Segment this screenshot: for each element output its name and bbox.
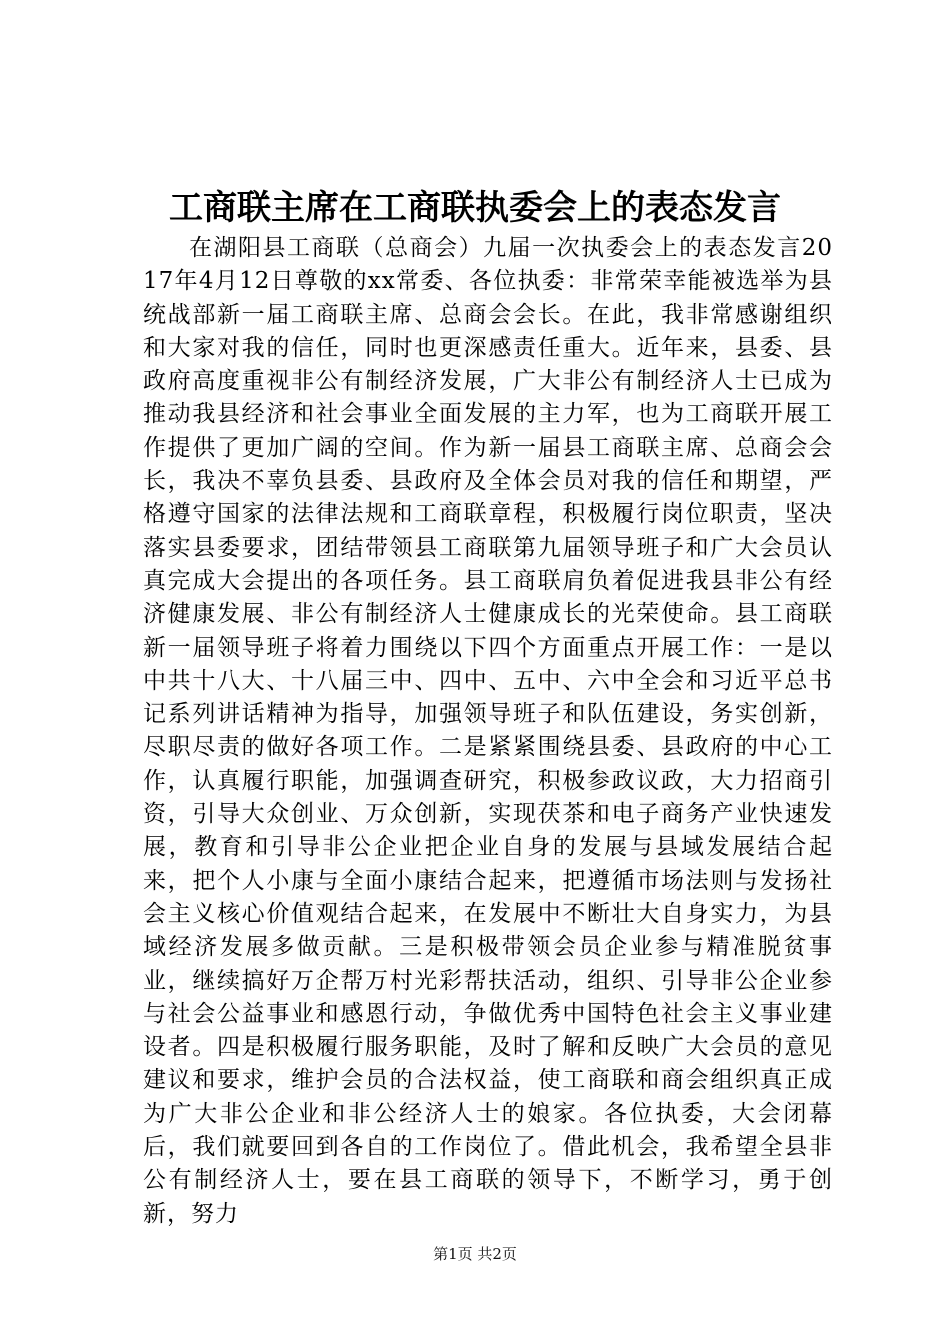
document-title: 工商联主席在工商联执委会上的表态发言 [169, 188, 781, 228]
page-number-footer: 第1页 共2页 [433, 1245, 517, 1263]
document-body-paragraph: 在湖阳县工商联（总商会）九届一次执委会上的表态发言2017年4月12日尊敬的xx常委、各位执委：非常荣幸能被选举为县统战部新一届工商联主席、总商会会长。在此，我非常感谢组织和大家对我的信任，同时也更深感责任重大。近年来，县委、县政府高度重视非公有制经济发展，广大非公有制经济人士已成为推动我县经济和社会事业全面发展的主力军，也为工商联开展工作提供了更加广阔的空间。作为新一届县工商联主席、总商会会长，我决不辜负县委、县政府及全体会员对我的信任和期望，严格遵守国家的法律法规和工商联章程，积极履行岗位职责，坚决落实县委要求，团结带领县工商联第九届领导班子和广大会员认真完成大会提出的各项任务。县工商联肩负着促进我县非公有经济健康发展、非公有制经济人士健康成长的光荣使命。县工商联新一届领导班子将着力围绕以下四个方面重点开展工作：一是以中共十八大、十八届三中、四中、五中、六中全会和习近平总书记系列讲话精神为指导，加强领导班子和队伍建设，务实创新，尽职尽责的做好各项工作。二是紧紧围绕县委、县政府的中心工作，认真履行职能，加强调查研究，积极参政议政，大力招商引资，引导大众创业、万众创新，实现茯茶和电子商务产业快速发展，教育和引导非公企业把企业自身的发展与县域发展结合起来，把个人小康与全面小康结合起来，把遵循市场法则与发扬社会主义核心价值观结合起来，在发展中不断壮大自身实力，为县域经济发展多做贡献。三是积极带领会员企业参与精准脱贫事业，继续搞好万企帮万村光彩帮扶活动，组织、引导非公企业参与社会公益事业和感恩行动，争做优秀中国特色社会主义事业建设者。四是积极履行服务职能，及时了解和反映广大会员的意见建议和要求，维护会员的合法权益，使工商联和商会组织真正成为广大非公企业和非公经济人士的娘家。各位执委，大会闭幕后，我们就要回到各自的工作岗位了。借此机会，我希望全县非公有制经济人士，要在县工商联的领导下，不断学习，勇于创新，努力 [143, 235, 833, 1227]
